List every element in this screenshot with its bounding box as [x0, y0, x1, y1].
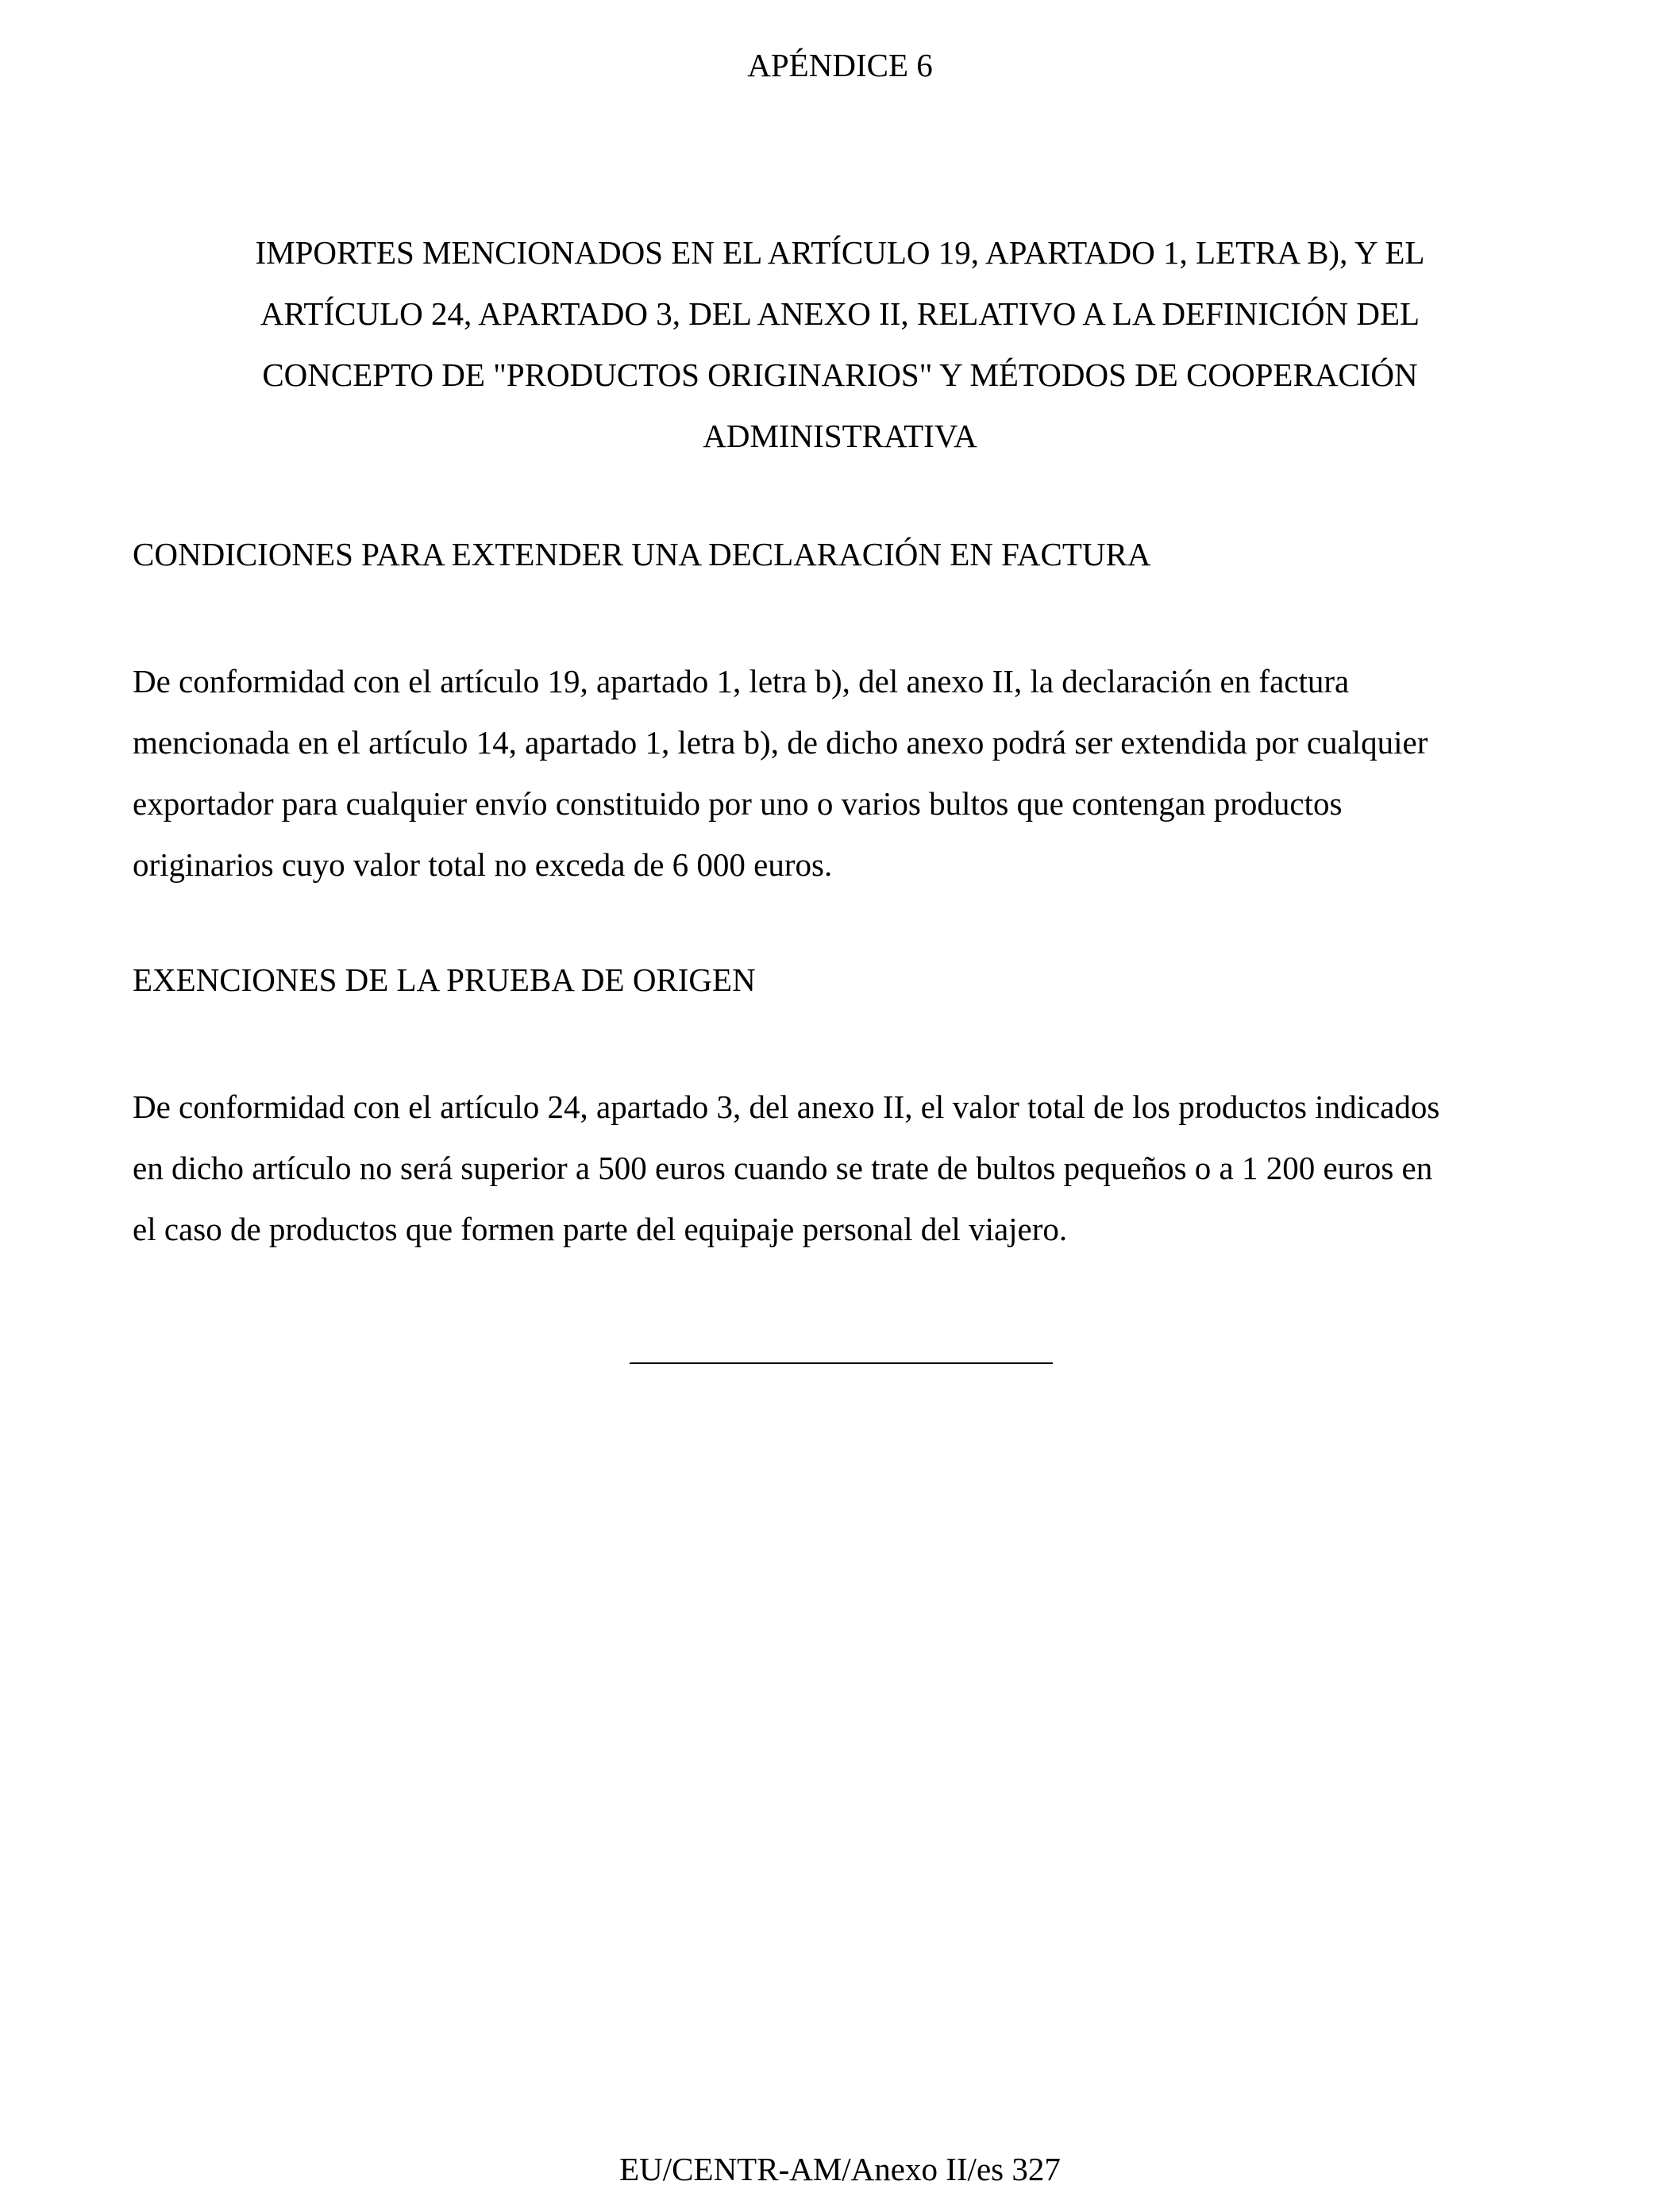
main-title-line: ADMINISTRATIVA — [703, 418, 977, 454]
paragraph-line: mencionada en el artículo 14, apartado 1, letra b), de dicho anexo podrá ser extendida por cualquier — [133, 724, 1428, 761]
paragraph-line: en dicho artículo no será superior a 500 euros cuando se trate de bultos pequeños o a 1 200 euros en — [133, 1150, 1433, 1186]
main-title-line: IMPORTES MENCIONADOS EN EL ARTÍCULO 19, APARTADO 1, LETRA B), Y EL — [255, 234, 1425, 271]
paragraph-line: el caso de productos que formen parte del equipaje personal del viajero. — [133, 1211, 1068, 1247]
paragraph-invoice-declaration — [133, 651, 1562, 896]
paragraph-line: De conformidad con el artículo 24, apartado 3, del anexo II, el valor total de los productos indicados — [133, 1089, 1440, 1125]
paragraph-line: De conformidad con el artículo 19, apartado 1, letra b), del anexo II, la declaración en factura — [133, 663, 1350, 699]
page-footer: EU/CENTR-AM/Anexo II/es 327 — [619, 2151, 1061, 2187]
paragraph-line: exportador para cualquier envío constituido por uno o varios bultos que contengan productos — [133, 785, 1343, 822]
appendix-title: APÉNDICE 6 — [747, 47, 933, 83]
main-title-line: CONCEPTO DE "PRODUCTOS ORIGINARIOS" Y MÉTODOS DE COOPERACIÓN — [262, 356, 1418, 393]
paragraph-proof-exemptions — [133, 1077, 1562, 1260]
main-title-line: ARTÍCULO 24, APARTADO 3, DEL ANEXO II, RELATIVO A LA DEFINICIÓN DEL — [260, 295, 1420, 332]
section-heading-proof-exemptions: EXENCIONES DE LA PRUEBA DE ORIGEN — [133, 961, 756, 998]
end-divider — [630, 1362, 1053, 1364]
main-title — [127, 222, 1553, 467]
paragraph-line: originarios cuyo valor total no exceda de 6 000 euros. — [133, 846, 833, 883]
section-heading-invoice-declaration: CONDICIONES PARA EXTENDER UNA DECLARACIÓN EN FACTURA — [133, 536, 1151, 572]
